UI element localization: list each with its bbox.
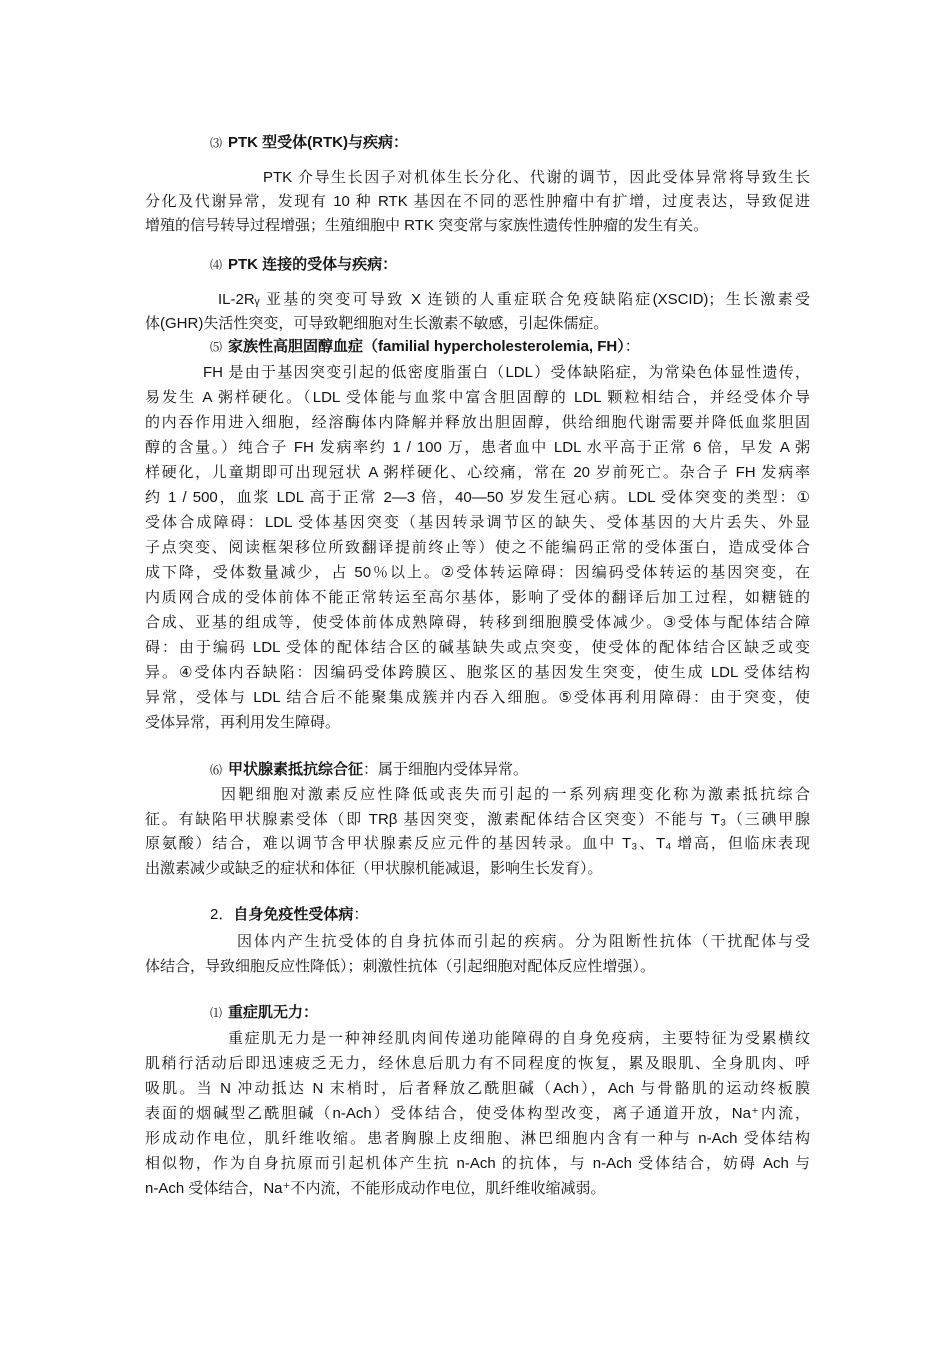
section-heading-ptk-receptor — [210, 131, 408, 155]
heading-number: ⑴ — [210, 1006, 223, 1020]
section-heading-thyroid-hormone-resistance — [210, 758, 528, 782]
text-line: 相似物，作为自身抗原而引起机体产生抗 n-Ach 的抗体，与 n-Ach 受体结合，妨碍 Ach 与 — [145, 1155, 810, 1172]
heading-title: 甲状腺素抵抗综合征 — [228, 761, 364, 778]
text-line: 因靶细胞对激素反应性降低或丧失而引起的一系列病理变化称为激素抵抗综合 — [221, 786, 810, 803]
paragraph-ptk-linked-receptor — [145, 288, 810, 335]
paragraph-familial-hypercholesterolemia — [145, 360, 810, 735]
text-line: PTK 介导生长因子对机体生长分化、代谢的调节，因此受体异常将导致生长 — [263, 169, 810, 186]
paragraph-ptk-receptor — [145, 166, 810, 238]
heading-title: 自身免疫性受体病 — [233, 906, 354, 923]
text-line: 易发生 A 粥样硬化。（LDL 受体能与血浆中富含胆固醇的 LDL 颗粒相结合，并经受体介导 — [145, 389, 810, 406]
heading-number: ⑸ — [210, 340, 223, 354]
heading-title: 家族性高胆固醇血症（familial hypercholesterolemia, FH） — [228, 338, 625, 355]
text-line: 醇的含量。）纯合子 FH 发病率约 1 / 100 万，患者血中 LDL 水平高于正常 6 倍，早发 A 粥 — [145, 439, 810, 456]
heading-title: PTK 型受体(RTK)与疾病： — [228, 134, 409, 151]
section-heading-ptk-linked-receptor — [210, 253, 397, 277]
section-heading-familial-hypercholesterolemia — [210, 335, 640, 359]
text-line: 样硬化，儿童期即可出现冠状 A 粥样硬化、心绞痛，常在 20 岁前死亡。杂合子 FH 发病率 — [145, 464, 810, 481]
text-line: 受体合成障碍：LDL 受体基因突变（基因转录调节区的缺失、受体基因的大片丢失、外显 — [145, 514, 810, 531]
heading-number: ⑶ — [210, 136, 223, 150]
heading-suffix: ： — [624, 338, 640, 355]
text-line: 体结合，导致细胞反应性降低）；刺激性抗体（引起细胞对配体反应性增强）。 — [145, 958, 656, 975]
text-line: 重症肌无力是一种神经肌肉间传递功能障碍的自身免疫病，主要特征为受累横纹 — [228, 1030, 810, 1047]
text-line: 合成、亚基的组成等，使受体前体成熟障碍，转移到细胞膜受体减少。③受体与配体结合障 — [145, 614, 810, 631]
heading-number: ⑹ — [210, 763, 223, 777]
text-line: 分化及代谢异常，发现有 10 种 RTK 基因在不同的恶性肿瘤中有扩增，过度表达，导致促进 — [145, 193, 810, 210]
heading-suffix: ：属于细胞内受体异常。 — [363, 761, 529, 778]
text-line: 形成动作电位，肌纤维收缩。患者胸腺上皮细胞、淋巴细胞内含有一种与 n-Ach 受体结构 — [145, 1130, 810, 1147]
heading-number: ⑷ — [210, 258, 223, 272]
text-line: 吸肌。当 N 冲动抵达 N 末梢时，后者释放乙酰胆碱（Ach），Ach 与骨骼肌的运动终板膜 — [145, 1080, 810, 1097]
heading-title: 重症肌无力： — [228, 1004, 319, 1021]
text-line: 原氨酸）结合，难以调节含甲状腺素反应元件的基因转录。血中 T₃、T₄ 增高，但临床表现 — [145, 835, 810, 852]
text-line: 约 1 / 500，血浆 LDL 高于正常 2—3 倍，40—50 岁发生冠心病。LDL 受体突变的类型：① — [145, 489, 810, 506]
text-line: 增殖的信号转导过程增强；生殖细胞中 RTK 突变常与家族性遗传性肿瘤的发生有关。 — [145, 217, 709, 234]
paragraph-autoimmune-receptor-disease — [145, 929, 810, 979]
text-line: 碍：由于编码 LDL 受体的配体结合区的碱基缺失或点突变，使受体的配体结合区缺乏或变 — [145, 639, 810, 656]
text-line: 成下降，受体数量减少，占 50％以上。②受体转运障碍：因编码受体转运的基因突变，在 — [145, 564, 810, 581]
text-line: n-Ach 受体结合，Na⁺不内流，不能形成动作电位，肌纤维收缩减弱。 — [145, 1180, 606, 1197]
paragraph-thyroid-hormone-resistance — [145, 783, 810, 881]
text-line: IL-2Rᵧ 亚基的突变可导致 X 连锁的人重症联合免疫缺陷症(XSCID)；生长激素受 — [218, 291, 810, 308]
text-line: 子点突变、阅读框架移位所致翻译提前终止等）使之不能编码正常的受体蛋白，造成受体合 — [145, 539, 810, 556]
text-line: 异常，受体与 LDL 结合后不能聚集成簇并内吞入细胞。⑤受体再利用障碍：由于突变，使 — [145, 689, 810, 706]
text-line: 肌稍行活动后即迅速疲乏无力，经休息后肌力有不同程度的恢复，累及眼肌、全身肌肉、呼 — [145, 1055, 810, 1072]
text-line: 体(GHR)失活性突变，可导致靶细胞对生长激素不敏感，引起侏儒症。 — [145, 314, 609, 332]
text-line: 的内吞作用进入细胞，经溶酶体内降解并释放出胆固醇，供给细胞代谢需要并降低血浆胆固 — [145, 414, 810, 431]
text-line: 内质网合成的受体前体不能正常转运至高尔基体，影响了受体的翻译后加工过程，如糖链的 — [145, 589, 810, 606]
text-line: 异。④受体内吞缺陷：因编码受体跨膜区、胞浆区的基因发生突变，使生成 LDL 受体结构 — [145, 664, 810, 681]
text-line: 因体内产生抗受体的自身抗体而引起的疾病。分为阻断性抗体（干扰配体与受 — [237, 933, 810, 950]
section-heading-autoimmune-receptor-disease — [210, 903, 368, 927]
text-line: 受体异常，再利用发生障碍。 — [145, 714, 341, 731]
text-line: 征。有缺陷甲状腺素受体（即 TRβ 基因突变，激素配体结合区突变）不能与 T₃（三碘甲腺 — [145, 810, 810, 828]
text-line: 表面的烟碱型乙酰胆碱（n-Ach）受体结合，使受体构型改变，离子通道开放，Na⁺内流， — [145, 1105, 810, 1122]
section-heading-myasthenia-gravis — [210, 1001, 318, 1025]
heading-number: 2． — [210, 906, 234, 923]
heading-title: PTK 连接的受体与疾病： — [228, 256, 398, 273]
text-line: 出激素减少或缺乏的症状和体征（甲状腺机能减退，影响生长发育）。 — [145, 859, 603, 877]
text-line: FH 是由于基因突变引起的低密度脂蛋白（LDL）受体缺陷症，为常染色体显性遗传， — [203, 364, 810, 381]
heading-suffix: ： — [353, 906, 369, 923]
paragraph-myasthenia-gravis — [145, 1026, 810, 1201]
